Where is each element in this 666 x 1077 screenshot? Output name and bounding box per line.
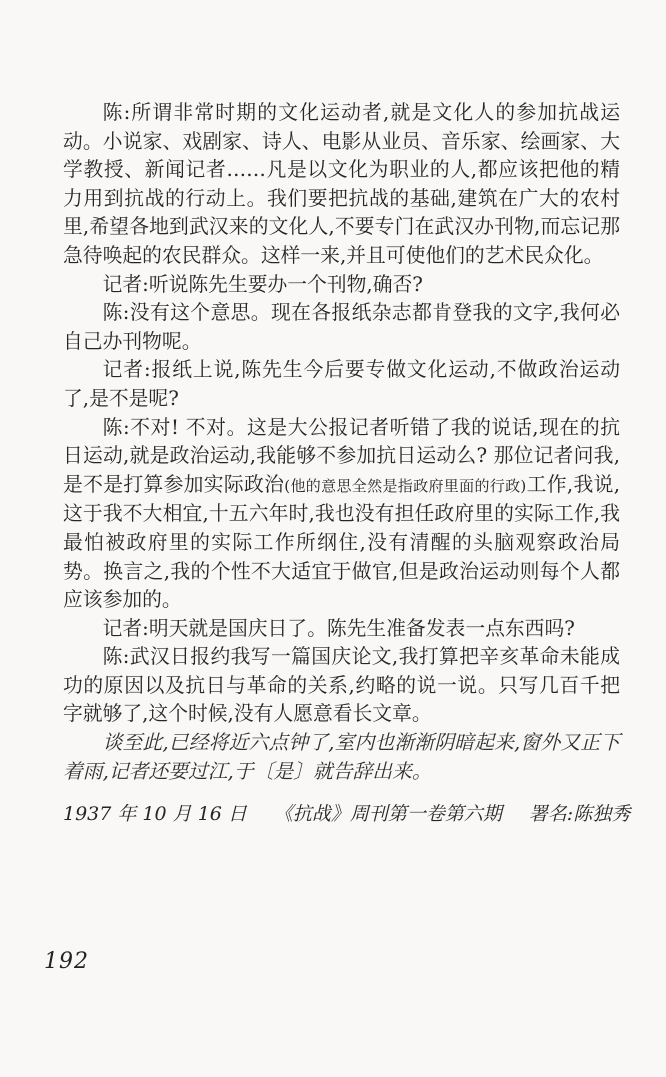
closing-narration: 谈至此,已经将近六点钟了,室内也渐渐阴暗起来,窗外又正下着雨,记者还要过江,于〔是〕就告辞出来。 xyxy=(63,731,620,783)
article-text xyxy=(63,99,631,829)
dialogue-chen-3-continued: 工作,我说,这于我不大相宜,十五六年时,我也没有担任政府里的实际工作,我最怕被政府里的实际工作所纲住,没有清醒的头脑观察政治局势。换言之,我的个性不大适宜于做官,但是政治运动则每个人都应该参加的。 xyxy=(63,472,620,612)
dialogue-chen-3-text: 陈:不对! 不对。这是大公报记者听错了我的说话,现在的抗日运动,就是政治运动,我能够不参加抗日运动么? 那位记者问我,是不是打算参加实际政治 xyxy=(63,415,620,496)
dialogue-reporter-1: 记者:听说陈先生要办一个刊物,确否? xyxy=(102,272,423,296)
citation-source: 《抗战》周刊第一卷第六期 xyxy=(273,803,502,826)
citation-date: 1937 年 10 月 16 日 xyxy=(63,803,247,826)
dialogue-reporter-3: 记者:明天就是国庆日了。陈先生准备发表一点东西吗? xyxy=(102,616,575,640)
dialogue-chen-3 xyxy=(63,414,620,615)
parenthetical-note: (他的意思全然是指政府里面的行政) xyxy=(284,476,527,495)
dialogue-chen-4: 陈:武汉日报约我写一篇国庆论文,我打算把辛亥革命未能成功的原因以及抗日与革命的关系,约略的说一说。只写几百千把字就够了,这个时候,没有人愿意看长文章。 xyxy=(63,645,620,726)
dialogue-chen-1: 陈:所谓非常时期的文化运动者,就是文化人的参加抗战运动。小说家、戏剧家、诗人、电影从业员、音乐家、绘画家、大学教授、新闻记者……凡是以文化为职业的人,都应该把他的精力用到抗战的行动上。我们要把抗战的基础,建筑在广大的农村里,希望各地到武汉来的文化人,不要专门在武汉办刊物,而忘记那急待唤起的农民群众。这样一来,并且可使他们的艺术民众化。 xyxy=(63,101,620,267)
dialogue-chen-2: 陈:没有这个意思。现在各报纸杂志都肯登我的文字,我何必自己办刊物呢。 xyxy=(63,301,620,353)
dialogue-reporter-2: 记者:报纸上说,陈先生今后要专做文化运动,不做政治运动了,是不是呢? xyxy=(63,358,620,410)
citation-signature: 署名:陈独秀 xyxy=(528,803,631,826)
page-number: 192 xyxy=(44,949,89,974)
citation-line xyxy=(63,800,631,829)
